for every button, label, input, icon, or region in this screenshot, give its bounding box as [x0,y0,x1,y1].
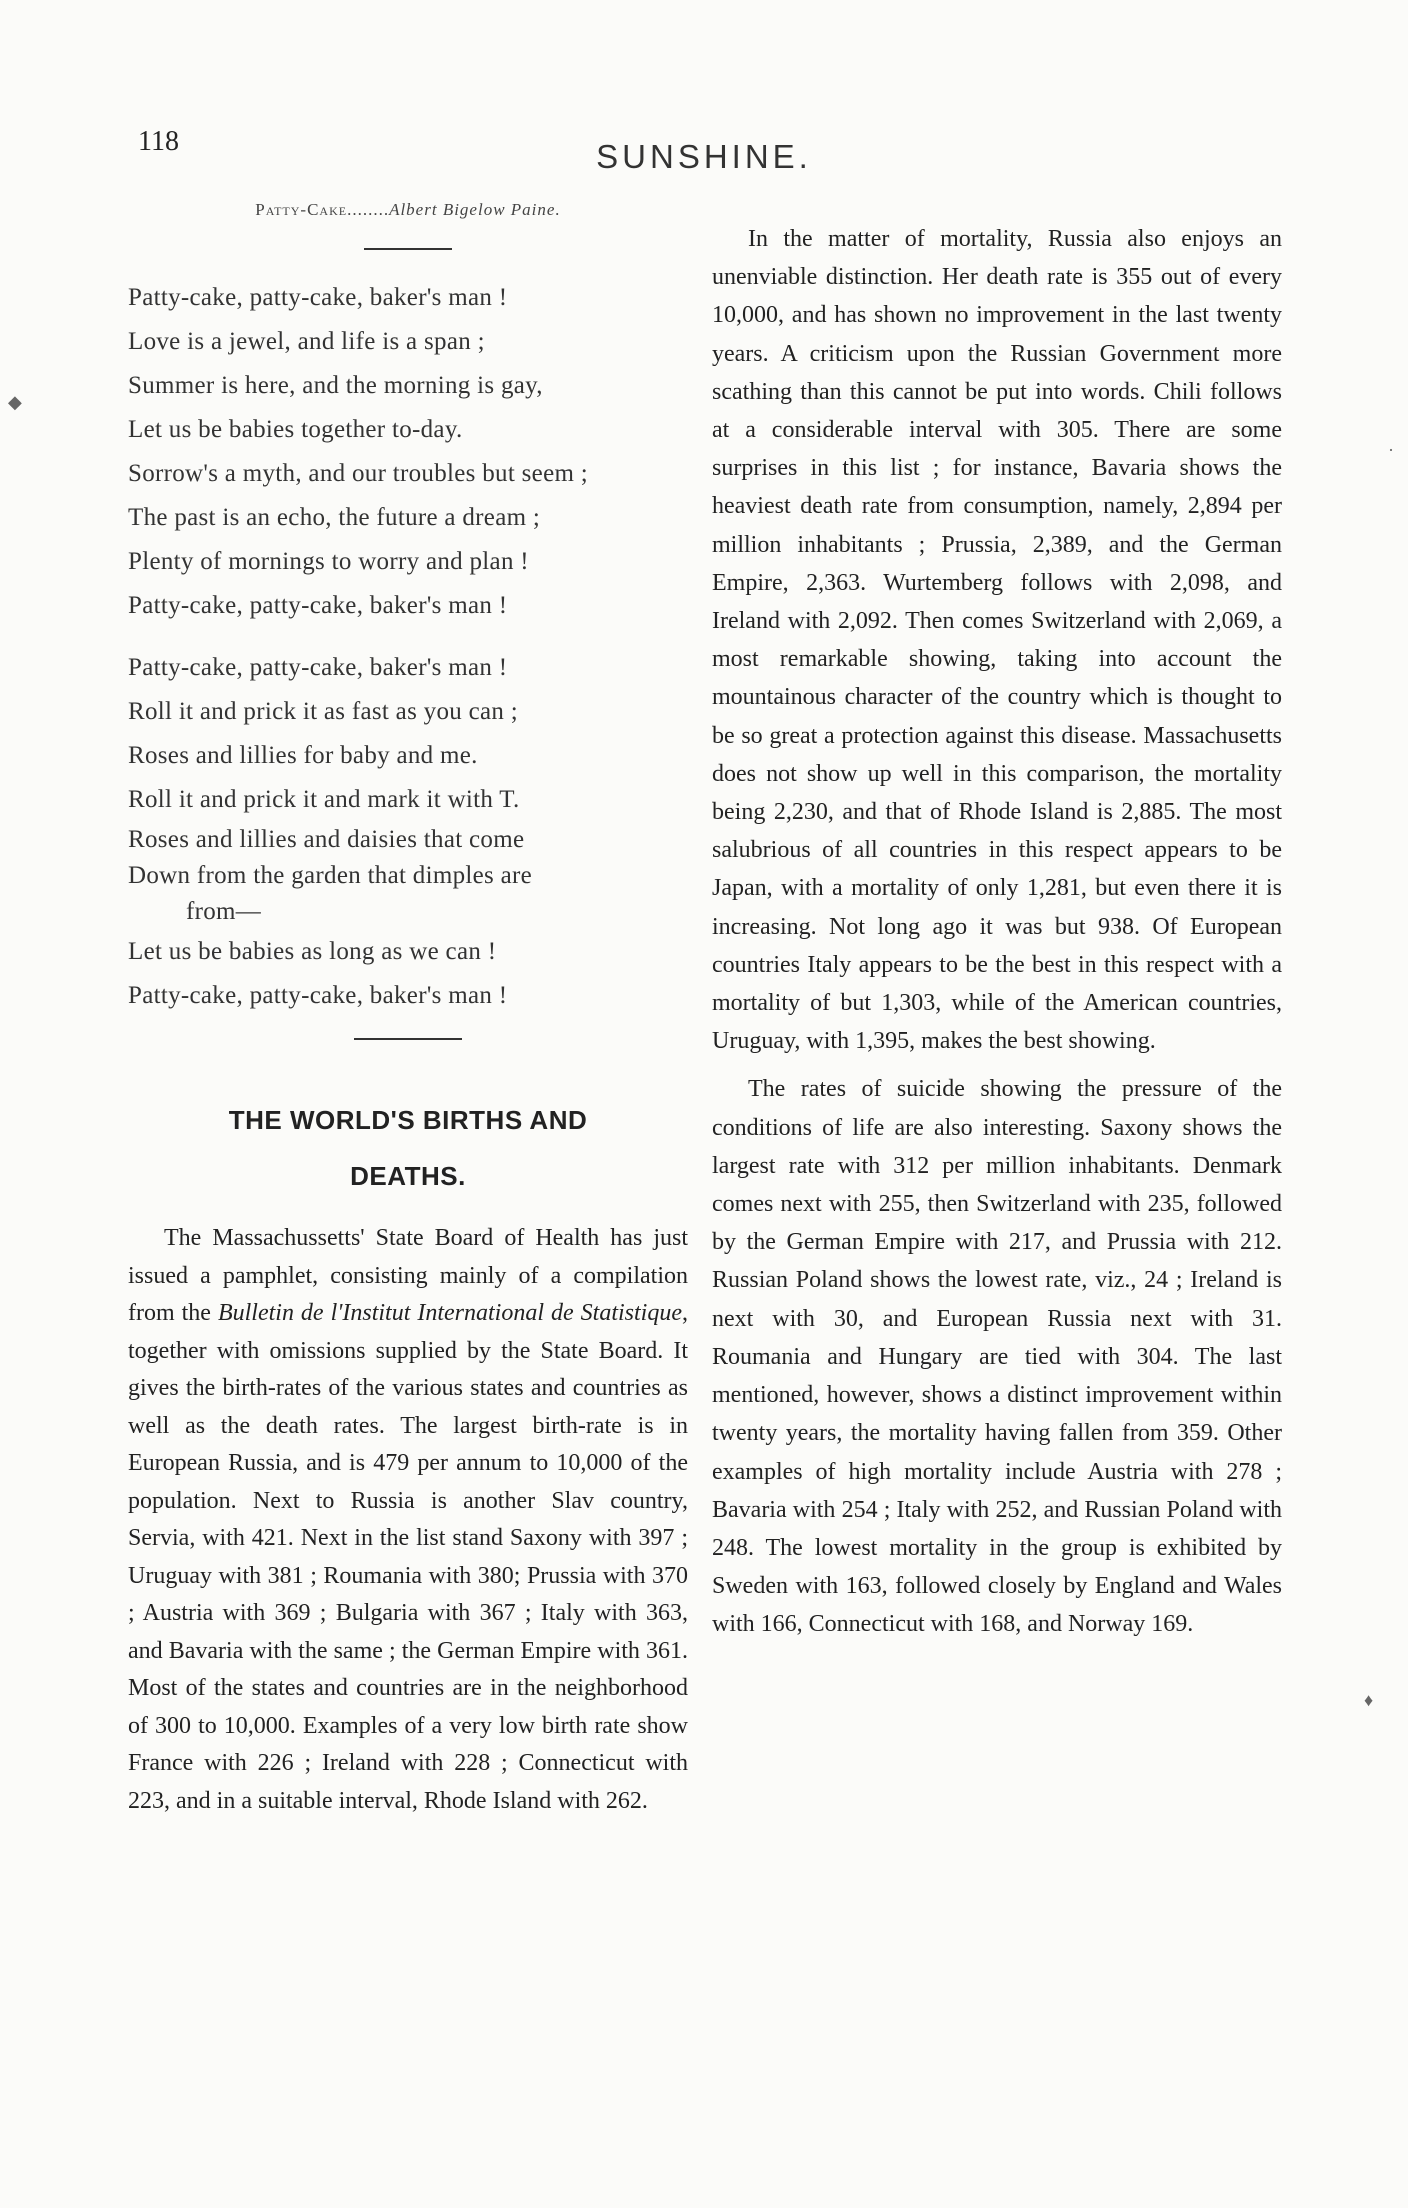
page-number: 118 [138,126,179,157]
poem-line: Patty-cake, patty-cake, baker's man ! [128,982,508,1009]
poem-line: from— [186,898,262,925]
poem-line: Let us be babies as long as we can ! [128,938,497,965]
paragraph-text: , together with omissions supplied by the State Board. It gives the birth-rates of the various states and countries as well as the death rates. The largest birth-rate is in European Russia, and is 479 per annum to 10,000 of the population. Next to Russia is another Slav country, Servia, with 421. Next in the list stand Saxony with 397 ; Uruguay with 381 ; Roumania with 380; Prussia with 370 ; Austria with 369 ; Bulgaria with 367 ; Italy with 363, and Bavaria with the same ; the German Empire with 361. Most of the states and countries are in the neighborhood of 300 to 10,000. Examples of a very low birth rate show France with 226 ; Ireland with 228 ; Connecticut with 223, and in a suitable interval, Rhode Island with 262. [128,1300,688,1814]
poem-credit [128,200,688,220]
margin-mark: ♦ [1364,1690,1374,1710]
poem-line: Patty-cake, patty-cake, baker's man ! [128,654,508,681]
left-column [128,200,688,1820]
article-heading-line: DEATHS. [350,1161,466,1191]
poem-line: Summer is here, and the morning is gay, [128,372,543,399]
poem-line: Patty-cake, patty-cake, baker's man ! [128,284,508,311]
section-rule [354,1038,462,1040]
article-paragraph: The rates of suicide showing the pressure of the conditions of life are also interesting. Saxony shows the largest rate with 312 per million inhabitants. Denmark comes next with 255, then Switzerland with 235, followed by the German Empire with 217, and Prussia with 212. Russian Poland shows the lowest rate, viz., 24 ; Ireland is next with 30, and European Russia next with 31. Roumania and Hungary are tied with 304. The last mentioned, however, shows a distinct improvement within twenty years, the mortality having fallen from 359. Other examples of high mortality include Austria with 278 ; Bavaria with 254 ; Italy with 252, and Russian Poland with 248. The lowest mortality in the group is exhibited by Sweden with 163, followed closely by England and Wales with 166, Connecticut with 168, and Norway 169. [712,1076,1282,1638]
poem-line: Sorrow's a myth, and our troubles but seem ; [128,460,589,487]
article-heading [128,1092,688,1204]
poem-line: Plenty of mornings to worry and plan ! [128,548,529,575]
bulletin-title: Bulletin de l'Institut International de Statistique [217,1300,682,1326]
article-paragraph: In the matter of mortality, Russia also enjoys an unenviable distinction. Her death rate is 355 out of every 10,000, and has shown no improvement in the last twenty years. A criticism upon the Russian Government more scathing than this cannot be put into words. Chili follows at a considerable interval with 305. There are some surprises in this list ; for instance, Bavaria shows the heaviest death rate from consumption, namely, 2,894 per million inhabitants ; Prussia, 2,389, and the German Empire, 2,363. Wurtemberg follows with 2,098, and Ireland with 2,092. Then comes Switzerland with 2,069, a most remarkable showing, taking into account the mountainous character of the country which is thought to be so great a protection against this disease. Massachusetts does not show up well in this comparison, the mortality being 2,230, and that of Rhode Island is 2,885. The most salubrious of all countries in this respect appears to be Japan, with a mortality of only 1,281, but even there it is increasing. Not long ago it was but 938. Of European countries Italy appears to be the best in this respect with a mortality of but 1,303, while of the American countries, Uruguay, with 1,395, makes the best showing. [712,226,1282,1055]
paragraph-text: The Massachussetts' State Board of Health has just issued a pamphlet, consisting mainly of a compilation from the [128,1225,688,1326]
poem-title: Patty-Cake [255,200,348,219]
poem-line: Roll it and prick it and mark it with T. [128,786,520,813]
poem-line: Let us be babies together to-day. [128,416,463,443]
poem-line: Down from the garden that dimples are [128,862,533,889]
right-column [712,220,1282,1644]
poem-line: The past is an echo, the future a dream ; [128,504,541,531]
poem-stanza [128,276,688,628]
margin-mark: ◆ [8,392,22,412]
article-paragraph [128,1220,688,1820]
poem-rule [364,248,452,250]
poem-stanza [128,646,688,1018]
poem-line: Roses and lillies and daisies that come [128,826,525,853]
poem-credit-dots: ........ [347,200,390,219]
poem-line: Love is a jewel, and life is a span ; [128,328,485,355]
article-heading-line: THE WORLD'S BIRTHS AND [228,1105,588,1135]
poem-author: Albert Bigelow Paine. [389,200,561,219]
margin-mark: · [1388,440,1394,460]
poem-line: Roses and lillies for baby and me. [128,742,478,769]
poem-line: Patty-cake, patty-cake, baker's man ! [128,592,508,619]
running-head: SUNSHINE. [596,138,812,175]
poem-line: Roll it and prick it as fast as you can ; [128,698,518,725]
